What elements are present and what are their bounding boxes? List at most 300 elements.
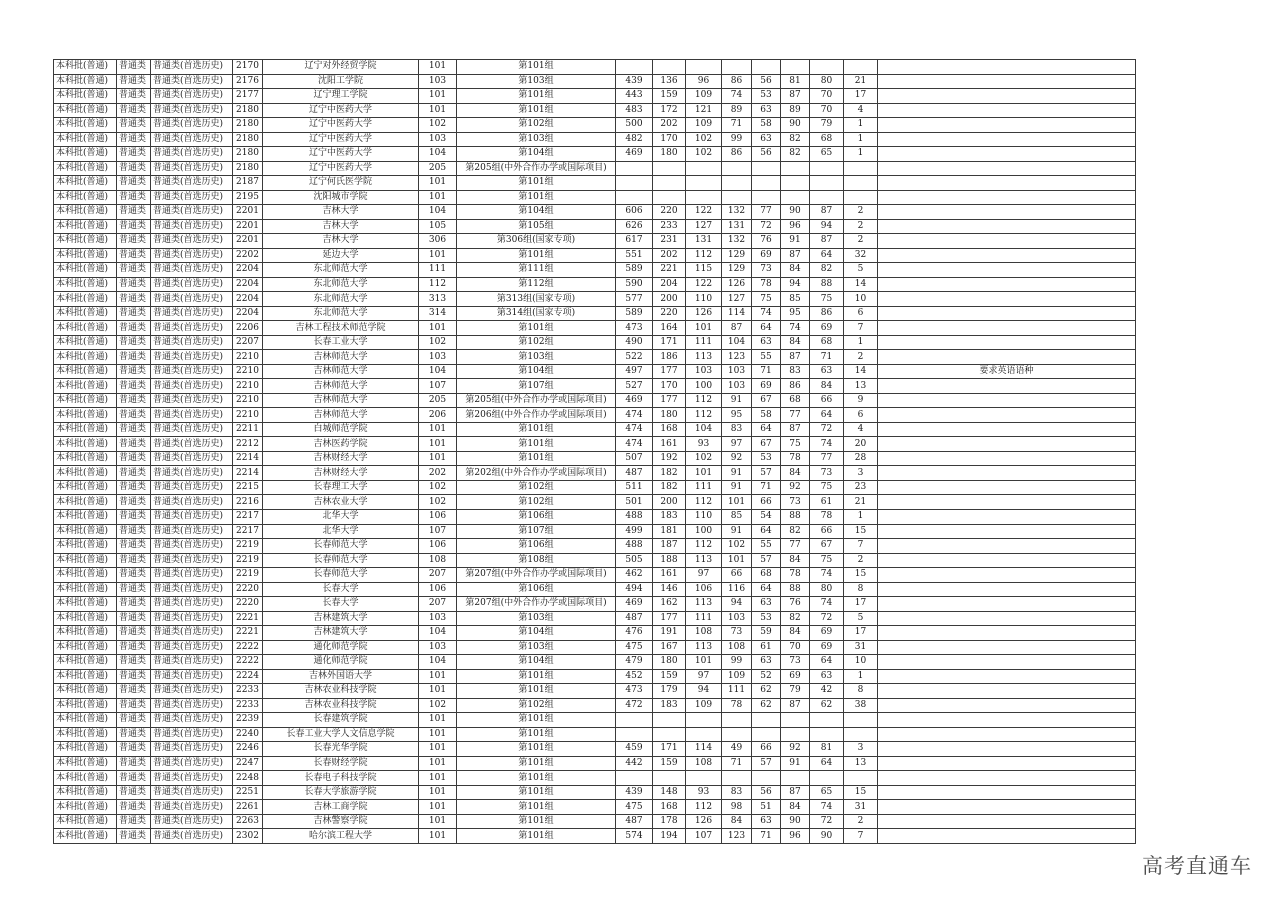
math-score-cell: 111 — [686, 480, 722, 495]
total-score-cell: 494 — [616, 582, 653, 597]
history-score-cell: 72 — [810, 814, 844, 829]
school-name-cell: 辽宁中医药大学 — [263, 161, 419, 176]
category-cell: 普通类 — [117, 509, 151, 524]
elective-2-score-cell: 68 — [781, 393, 810, 408]
category-cell: 普通类 — [117, 74, 151, 89]
total-score-cell — [616, 190, 653, 205]
elective-1-score-cell — [752, 161, 781, 176]
remark-cell — [878, 263, 1136, 278]
group-code-cell: 103 — [419, 132, 457, 147]
history-score-cell: 88 — [810, 277, 844, 292]
total-score-cell: 574 — [616, 829, 653, 844]
table-row — [54, 263, 1136, 278]
rank-tiebreak-cell: 15 — [844, 568, 878, 583]
foreign-language-score-cell: 131 — [722, 219, 752, 234]
school-code-cell: 2204 — [233, 306, 263, 321]
group-code-cell: 103 — [419, 611, 457, 626]
school-name-cell: 长春工业大学人文信息学院 — [263, 727, 419, 742]
rank-tiebreak-cell: 10 — [844, 292, 878, 307]
math-score-cell: 109 — [686, 118, 722, 133]
foreign-language-score-cell: 111 — [722, 684, 752, 699]
group-name-cell: 第103组 — [457, 611, 616, 626]
chinese-score-cell: 221 — [653, 263, 686, 278]
category-cell: 普通类 — [117, 713, 151, 728]
elective-1-score-cell: 64 — [752, 321, 781, 336]
category-cell: 普通类 — [117, 756, 151, 771]
elective-1-score-cell: 53 — [752, 451, 781, 466]
elective-2-score-cell: 78 — [781, 568, 810, 583]
table-row — [54, 800, 1136, 815]
school-code-cell: 2221 — [233, 626, 263, 641]
rank-tiebreak-cell: 32 — [844, 248, 878, 263]
elective-1-score-cell: 66 — [752, 742, 781, 757]
math-score-cell: 112 — [686, 408, 722, 423]
math-score-cell: 94 — [686, 684, 722, 699]
category-cell: 普通类 — [117, 350, 151, 365]
elective-2-score-cell: 75 — [781, 437, 810, 452]
chinese-score-cell: 200 — [653, 292, 686, 307]
math-score-cell: 112 — [686, 393, 722, 408]
school-name-cell: 吉林师范大学 — [263, 393, 419, 408]
rank-tiebreak-cell: 17 — [844, 597, 878, 612]
group-name-cell: 第101组 — [457, 176, 616, 191]
school-code-cell: 2207 — [233, 335, 263, 350]
category-cell: 普通类 — [117, 190, 151, 205]
category-cell: 普通类 — [117, 219, 151, 234]
category-cell: 普通类 — [117, 800, 151, 815]
rank-tiebreak-cell: 1 — [844, 335, 878, 350]
total-score-cell: 507 — [616, 451, 653, 466]
chinese-score-cell: 202 — [653, 248, 686, 263]
foreign-language-score-cell: 83 — [722, 422, 752, 437]
chinese-score-cell: 179 — [653, 684, 686, 699]
rank-tiebreak-cell: 14 — [844, 277, 878, 292]
history-score-cell: 70 — [810, 103, 844, 118]
group-code-cell: 101 — [419, 785, 457, 800]
history-score-cell — [810, 771, 844, 786]
foreign-language-score-cell: 123 — [722, 829, 752, 844]
chinese-score-cell: 188 — [653, 553, 686, 568]
chinese-score-cell: 171 — [653, 742, 686, 757]
batch-cell: 本科批(普通) — [54, 277, 117, 292]
category-cell: 普通类 — [117, 306, 151, 321]
elective-1-score-cell: 63 — [752, 335, 781, 350]
foreign-language-score-cell: 116 — [722, 582, 752, 597]
rank-tiebreak-cell: 21 — [844, 74, 878, 89]
elective-1-score-cell: 61 — [752, 640, 781, 655]
math-score-cell: 113 — [686, 597, 722, 612]
total-score-cell: 475 — [616, 800, 653, 815]
rank-tiebreak-cell: 7 — [844, 829, 878, 844]
table-row — [54, 248, 1136, 263]
group-name-cell: 第103组 — [457, 640, 616, 655]
subject-type-cell: 普通类(首选历史) — [151, 451, 233, 466]
table-row — [54, 161, 1136, 176]
foreign-language-score-cell: 86 — [722, 74, 752, 89]
rank-tiebreak-cell: 28 — [844, 451, 878, 466]
school-code-cell: 2210 — [233, 364, 263, 379]
elective-2-score-cell: 87 — [781, 422, 810, 437]
school-name-cell: 吉林大学 — [263, 219, 419, 234]
batch-cell: 本科批(普通) — [54, 161, 117, 176]
subject-type-cell: 普通类(首选历史) — [151, 437, 233, 452]
math-score-cell: 100 — [686, 379, 722, 394]
elective-2-score-cell: 87 — [781, 350, 810, 365]
school-code-cell: 2210 — [233, 379, 263, 394]
history-score-cell: 75 — [810, 292, 844, 307]
group-name-cell: 第101组 — [457, 800, 616, 815]
math-score-cell: 126 — [686, 814, 722, 829]
remark-cell — [878, 524, 1136, 539]
subject-type-cell: 普通类(首选历史) — [151, 306, 233, 321]
group-code-cell: 207 — [419, 597, 457, 612]
elective-1-score-cell: 55 — [752, 350, 781, 365]
batch-cell: 本科批(普通) — [54, 147, 117, 162]
history-score-cell: 72 — [810, 422, 844, 437]
math-score-cell: 115 — [686, 263, 722, 278]
total-score-cell: 487 — [616, 466, 653, 481]
total-score-cell: 606 — [616, 205, 653, 220]
subject-type-cell: 普通类(首选历史) — [151, 655, 233, 670]
school-name-cell: 长春师范大学 — [263, 568, 419, 583]
total-score-cell: 589 — [616, 263, 653, 278]
group-name-cell: 第101组 — [457, 103, 616, 118]
remark-cell — [878, 597, 1136, 612]
math-score-cell: 113 — [686, 640, 722, 655]
category-cell: 普通类 — [117, 60, 151, 75]
chinese-score-cell — [653, 60, 686, 75]
subject-type-cell: 普通类(首选历史) — [151, 800, 233, 815]
total-score-cell: 497 — [616, 364, 653, 379]
math-score-cell: 112 — [686, 800, 722, 815]
category-cell: 普通类 — [117, 553, 151, 568]
math-score-cell: 113 — [686, 553, 722, 568]
subject-type-cell: 普通类(首选历史) — [151, 60, 233, 75]
remark-cell — [878, 655, 1136, 670]
subject-type-cell: 普通类(首选历史) — [151, 756, 233, 771]
school-name-cell: 沈阳城市学院 — [263, 190, 419, 205]
total-score-cell: 487 — [616, 611, 653, 626]
group-name-cell: 第101组 — [457, 248, 616, 263]
elective-1-score-cell: 64 — [752, 582, 781, 597]
math-score-cell — [686, 176, 722, 191]
group-code-cell: 202 — [419, 466, 457, 481]
remark-cell — [878, 509, 1136, 524]
remark-cell — [878, 756, 1136, 771]
batch-cell: 本科批(普通) — [54, 451, 117, 466]
elective-1-score-cell: 69 — [752, 248, 781, 263]
subject-type-cell: 普通类(首选历史) — [151, 379, 233, 394]
school-name-cell: 吉林财经大学 — [263, 466, 419, 481]
elective-1-score-cell: 63 — [752, 132, 781, 147]
group-name-cell: 第205组(中外合作办学或国际项目) — [457, 393, 616, 408]
math-score-cell: 112 — [686, 495, 722, 510]
category-cell: 普通类 — [117, 451, 151, 466]
batch-cell: 本科批(普通) — [54, 437, 117, 452]
rank-tiebreak-cell: 17 — [844, 626, 878, 641]
group-code-cell: 205 — [419, 161, 457, 176]
history-score-cell: 68 — [810, 132, 844, 147]
remark-cell — [878, 321, 1136, 336]
subject-type-cell: 普通类(首选历史) — [151, 568, 233, 583]
subject-type-cell: 普通类(首选历史) — [151, 480, 233, 495]
group-name-cell: 第102组 — [457, 335, 616, 350]
category-cell: 普通类 — [117, 785, 151, 800]
remark-cell — [878, 713, 1136, 728]
table-row — [54, 829, 1136, 844]
category-cell: 普通类 — [117, 321, 151, 336]
school-name-cell: 延边大学 — [263, 248, 419, 263]
remark-cell — [878, 219, 1136, 234]
total-score-cell: 472 — [616, 698, 653, 713]
elective-2-score-cell — [781, 190, 810, 205]
history-score-cell: 62 — [810, 698, 844, 713]
rank-tiebreak-cell: 4 — [844, 103, 878, 118]
subject-type-cell: 普通类(首选历史) — [151, 698, 233, 713]
math-score-cell: 103 — [686, 364, 722, 379]
table-row — [54, 655, 1136, 670]
rank-tiebreak-cell: 6 — [844, 306, 878, 321]
batch-cell: 本科批(普通) — [54, 684, 117, 699]
remark-cell — [878, 785, 1136, 800]
foreign-language-score-cell: 83 — [722, 785, 752, 800]
group-code-cell: 101 — [419, 800, 457, 815]
school-code-cell: 2195 — [233, 190, 263, 205]
foreign-language-score-cell: 74 — [722, 89, 752, 104]
history-score-cell — [810, 161, 844, 176]
subject-type-cell: 普通类(首选历史) — [151, 74, 233, 89]
remark-cell — [878, 480, 1136, 495]
total-score-cell — [616, 727, 653, 742]
batch-cell: 本科批(普通) — [54, 713, 117, 728]
remark-cell — [878, 350, 1136, 365]
elective-2-score-cell: 73 — [781, 655, 810, 670]
group-code-cell: 101 — [419, 60, 457, 75]
category-cell: 普通类 — [117, 814, 151, 829]
history-score-cell: 78 — [810, 509, 844, 524]
chinese-score-cell — [653, 727, 686, 742]
group-name-cell: 第106组 — [457, 509, 616, 524]
chinese-score-cell: 200 — [653, 495, 686, 510]
history-score-cell: 67 — [810, 539, 844, 554]
elective-2-score-cell: 92 — [781, 480, 810, 495]
total-score-cell: 551 — [616, 248, 653, 263]
category-cell: 普通类 — [117, 771, 151, 786]
group-code-cell: 103 — [419, 640, 457, 655]
elective-1-score-cell — [752, 60, 781, 75]
math-score-cell: 112 — [686, 539, 722, 554]
math-score-cell: 97 — [686, 568, 722, 583]
chinese-score-cell: 162 — [653, 597, 686, 612]
school-name-cell: 长春工业大学 — [263, 335, 419, 350]
subject-type-cell: 普通类(首选历史) — [151, 248, 233, 263]
school-code-cell: 2302 — [233, 829, 263, 844]
school-code-cell: 2219 — [233, 539, 263, 554]
table-row — [54, 321, 1136, 336]
group-name-cell: 第101组 — [457, 684, 616, 699]
elective-1-score-cell: 56 — [752, 74, 781, 89]
group-name-cell: 第101组 — [457, 814, 616, 829]
foreign-language-score-cell — [722, 161, 752, 176]
subject-type-cell: 普通类(首选历史) — [151, 814, 233, 829]
chinese-score-cell: 170 — [653, 132, 686, 147]
elective-1-score-cell: 53 — [752, 611, 781, 626]
chinese-score-cell: 187 — [653, 539, 686, 554]
remark-cell — [878, 118, 1136, 133]
rank-tiebreak-cell — [844, 60, 878, 75]
subject-type-cell: 普通类(首选历史) — [151, 684, 233, 699]
history-score-cell: 64 — [810, 248, 844, 263]
batch-cell: 本科批(普通) — [54, 553, 117, 568]
category-cell: 普通类 — [117, 611, 151, 626]
elective-2-score-cell: 87 — [781, 248, 810, 263]
chinese-score-cell — [653, 190, 686, 205]
elective-1-score-cell: 73 — [752, 263, 781, 278]
rank-tiebreak-cell: 17 — [844, 89, 878, 104]
foreign-language-score-cell: 101 — [722, 553, 752, 568]
school-name-cell: 通化师范学院 — [263, 640, 419, 655]
history-score-cell: 42 — [810, 684, 844, 699]
chinese-score-cell: 202 — [653, 118, 686, 133]
math-score-cell: 122 — [686, 277, 722, 292]
school-code-cell: 2204 — [233, 292, 263, 307]
group-name-cell: 第202组(中外合作办学或国际项目) — [457, 466, 616, 481]
category-cell: 普通类 — [117, 248, 151, 263]
history-score-cell: 79 — [810, 118, 844, 133]
subject-type-cell: 普通类(首选历史) — [151, 132, 233, 147]
group-name-cell: 第103组 — [457, 132, 616, 147]
history-score-cell: 80 — [810, 74, 844, 89]
foreign-language-score-cell: 132 — [722, 234, 752, 249]
group-name-cell: 第111组 — [457, 263, 616, 278]
group-code-cell: 313 — [419, 292, 457, 307]
history-score-cell: 65 — [810, 147, 844, 162]
school-name-cell: 长春师范大学 — [263, 539, 419, 554]
school-name-cell: 辽宁中医药大学 — [263, 118, 419, 133]
batch-cell: 本科批(普通) — [54, 132, 117, 147]
table-row — [54, 553, 1136, 568]
elective-2-score-cell: 87 — [781, 698, 810, 713]
category-cell: 普通类 — [117, 684, 151, 699]
remark-cell — [878, 539, 1136, 554]
school-name-cell: 吉林工程技术师范学院 — [263, 321, 419, 336]
elective-2-score-cell: 82 — [781, 524, 810, 539]
elective-2-score-cell — [781, 713, 810, 728]
math-score-cell: 122 — [686, 205, 722, 220]
chinese-score-cell: 180 — [653, 655, 686, 670]
total-score-cell: 617 — [616, 234, 653, 249]
group-code-cell: 101 — [419, 713, 457, 728]
history-score-cell: 66 — [810, 393, 844, 408]
subject-type-cell: 普通类(首选历史) — [151, 321, 233, 336]
school-code-cell: 2180 — [233, 132, 263, 147]
remark-cell — [878, 495, 1136, 510]
elective-2-score-cell: 89 — [781, 103, 810, 118]
chinese-score-cell: 186 — [653, 350, 686, 365]
elective-2-score-cell — [781, 727, 810, 742]
chinese-score-cell: 164 — [653, 321, 686, 336]
foreign-language-score-cell: 91 — [722, 393, 752, 408]
math-score-cell — [686, 190, 722, 205]
category-cell: 普通类 — [117, 669, 151, 684]
group-name-cell: 第207组(中外合作办学或国际项目) — [457, 568, 616, 583]
math-score-cell — [686, 771, 722, 786]
batch-cell: 本科批(普通) — [54, 190, 117, 205]
school-name-cell: 长春电子科技学院 — [263, 771, 419, 786]
rank-tiebreak-cell: 2 — [844, 205, 878, 220]
category-cell: 普通类 — [117, 393, 151, 408]
school-code-cell: 2204 — [233, 263, 263, 278]
subject-type-cell: 普通类(首选历史) — [151, 640, 233, 655]
foreign-language-score-cell: 85 — [722, 509, 752, 524]
rank-tiebreak-cell: 2 — [844, 553, 878, 568]
remark-cell — [878, 393, 1136, 408]
school-name-cell: 长春大学 — [263, 597, 419, 612]
foreign-language-score-cell — [722, 727, 752, 742]
category-cell: 普通类 — [117, 277, 151, 292]
group-name-cell: 第205组(中外合作办学或国际项目) — [457, 161, 616, 176]
school-code-cell: 2180 — [233, 118, 263, 133]
rank-tiebreak-cell: 5 — [844, 263, 878, 278]
math-score-cell: 93 — [686, 437, 722, 452]
history-score-cell: 69 — [810, 321, 844, 336]
history-score-cell: 82 — [810, 263, 844, 278]
school-name-cell: 吉林工商学院 — [263, 800, 419, 815]
group-name-cell: 第102组 — [457, 698, 616, 713]
chinese-score-cell: 171 — [653, 335, 686, 350]
remark-cell — [878, 626, 1136, 641]
subject-type-cell: 普通类(首选历史) — [151, 292, 233, 307]
foreign-language-score-cell: 108 — [722, 640, 752, 655]
school-code-cell: 2210 — [233, 408, 263, 423]
foreign-language-score-cell: 91 — [722, 466, 752, 481]
foreign-language-score-cell: 127 — [722, 292, 752, 307]
group-name-cell: 第107组 — [457, 524, 616, 539]
chinese-score-cell — [653, 713, 686, 728]
history-score-cell: 74 — [810, 568, 844, 583]
category-cell: 普通类 — [117, 524, 151, 539]
batch-cell: 本科批(普通) — [54, 118, 117, 133]
rank-tiebreak-cell: 7 — [844, 321, 878, 336]
rank-tiebreak-cell: 6 — [844, 408, 878, 423]
remark-cell — [878, 176, 1136, 191]
category-cell: 普通类 — [117, 176, 151, 191]
group-code-cell: 101 — [419, 176, 457, 191]
history-score-cell: 75 — [810, 480, 844, 495]
total-score-cell: 439 — [616, 785, 653, 800]
foreign-language-score-cell: 92 — [722, 451, 752, 466]
total-score-cell: 499 — [616, 524, 653, 539]
rank-tiebreak-cell: 14 — [844, 364, 878, 379]
category-cell: 普通类 — [117, 655, 151, 670]
school-code-cell: 2210 — [233, 393, 263, 408]
category-cell: 普通类 — [117, 597, 151, 612]
group-code-cell: 101 — [419, 190, 457, 205]
foreign-language-score-cell: 103 — [722, 379, 752, 394]
batch-cell: 本科批(普通) — [54, 669, 117, 684]
subject-type-cell: 普通类(首选历史) — [151, 89, 233, 104]
elective-1-score-cell — [752, 771, 781, 786]
table-row — [54, 437, 1136, 452]
school-name-cell: 东北师范大学 — [263, 306, 419, 321]
remark-cell — [878, 74, 1136, 89]
group-code-cell: 101 — [419, 771, 457, 786]
group-name-cell: 第107组 — [457, 379, 616, 394]
rank-tiebreak-cell: 3 — [844, 742, 878, 757]
math-score-cell: 97 — [686, 669, 722, 684]
school-name-cell: 长春理工大学 — [263, 480, 419, 495]
total-score-cell: 511 — [616, 480, 653, 495]
